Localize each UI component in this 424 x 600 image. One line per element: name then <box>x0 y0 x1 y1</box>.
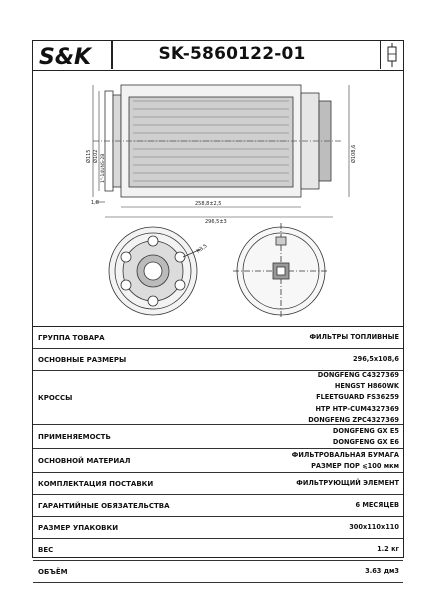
spec-row <box>33 371 403 425</box>
spec-value-line: FLEETGUARD FS36259 <box>316 393 399 402</box>
svg-text:258,8±2,5: 258,8±2,5 <box>195 201 222 207</box>
svg-text:1,8: 1,8 <box>91 200 99 206</box>
svg-text:296,5±3: 296,5±3 <box>205 219 227 225</box>
spec-value-line: DONGFENG ZPC4327369 <box>308 415 399 424</box>
end-view-threaded <box>109 227 201 315</box>
technical-drawing <box>33 71 403 327</box>
spec-value-line: 296,5х108,6 <box>353 355 399 364</box>
spec-value <box>355 500 399 511</box>
spec-value <box>309 332 399 343</box>
spec-value-line: DONGFENG GX E5 <box>332 426 399 435</box>
spec-label: КОМПЛЕКТАЦИЯ ПОСТАВКИ <box>38 479 154 488</box>
spec-value-line: DONGFENG C4327369 <box>317 371 399 379</box>
spec-label: РАЗМЕР УПАКОВКИ <box>38 523 119 532</box>
header <box>33 41 403 71</box>
spec-value-line: 300х110х110 <box>349 523 399 532</box>
spec-label: ВЕС <box>38 545 54 554</box>
spec-row <box>33 425 403 449</box>
spec-value <box>296 478 399 489</box>
spec-label: ОСНОВНЫЕ РАЗМЕРЫ <box>38 355 127 364</box>
spec-value-line: ФИЛЬТРУЮЩИЙ ЭЛЕМЕНТ <box>296 479 399 488</box>
spec-value-line: 1.2 кг <box>377 545 399 554</box>
spec-value <box>333 426 399 448</box>
brand-logo <box>37 43 107 69</box>
svg-text:S&K: S&K <box>39 45 92 69</box>
spec-label: ГАРАНТИЙНЫЕ ОБЯЗАТЕЛЬСТВА <box>38 501 170 510</box>
specs-table <box>33 327 403 583</box>
spec-label: ОСНОВНОЙ МАТЕРИАЛ <box>38 456 131 465</box>
spec-value <box>308 370 399 426</box>
spec-row <box>33 473 403 495</box>
filter-symbol-icon <box>381 41 403 69</box>
spec-row <box>33 561 403 583</box>
spec-label: ПРИМЕНЯЕМОСТЬ <box>38 432 111 441</box>
spec-row <box>33 539 403 561</box>
spec-value <box>349 522 399 533</box>
spec-value-line: РАЗМЕР ПОР ⩽100 мкм <box>311 462 399 470</box>
spec-value-line: 3.63 дм3 <box>365 567 399 576</box>
spec-value <box>365 566 399 577</box>
spec-label: КРОССЫ <box>38 393 73 402</box>
product-code: SK-5860122-01 <box>158 44 306 64</box>
spec-row <box>33 449 403 473</box>
end-view-sensor <box>233 223 329 319</box>
svg-text:Ø108,6: Ø108,6 <box>351 144 357 163</box>
spec-value-line: ФИЛЬТРОВАЛЬНАЯ БУМАГА <box>291 450 399 459</box>
spec-value-line: DONGFENG GX E6 <box>332 438 399 446</box>
spec-value <box>377 544 399 555</box>
svg-text:R3,5: R3,5 <box>195 243 209 255</box>
spec-row <box>33 349 403 371</box>
spec-label: ОБЪЁМ <box>38 567 68 576</box>
side-view <box>93 85 343 197</box>
spec-row <box>33 327 403 349</box>
spec-row <box>33 495 403 517</box>
filter-drawing <box>33 71 403 325</box>
spec-row <box>33 517 403 539</box>
spec-value-line: HENGST H860WK <box>334 382 399 391</box>
logo-divider <box>111 41 113 69</box>
filter-symbol-cell <box>380 41 403 69</box>
svg-text:Ø115: Ø115 <box>86 149 92 163</box>
spec-value <box>353 354 399 365</box>
spec-value-line: HTP HTP-CUM4327369 <box>315 404 399 413</box>
product-sheet <box>32 40 404 576</box>
svg-text:1"-14UNS-2B: 1"-14UNS-2B <box>101 153 106 183</box>
spec-value-line: 6 МЕСЯЦЕВ <box>355 501 399 510</box>
svg-text:Ø102: Ø102 <box>93 149 99 163</box>
spec-label: ГРУППА ТОВАРА <box>38 333 105 342</box>
spec-value-line: ФИЛЬТРЫ ТОПЛИВНЫЕ <box>309 333 399 342</box>
spec-value <box>292 450 399 472</box>
